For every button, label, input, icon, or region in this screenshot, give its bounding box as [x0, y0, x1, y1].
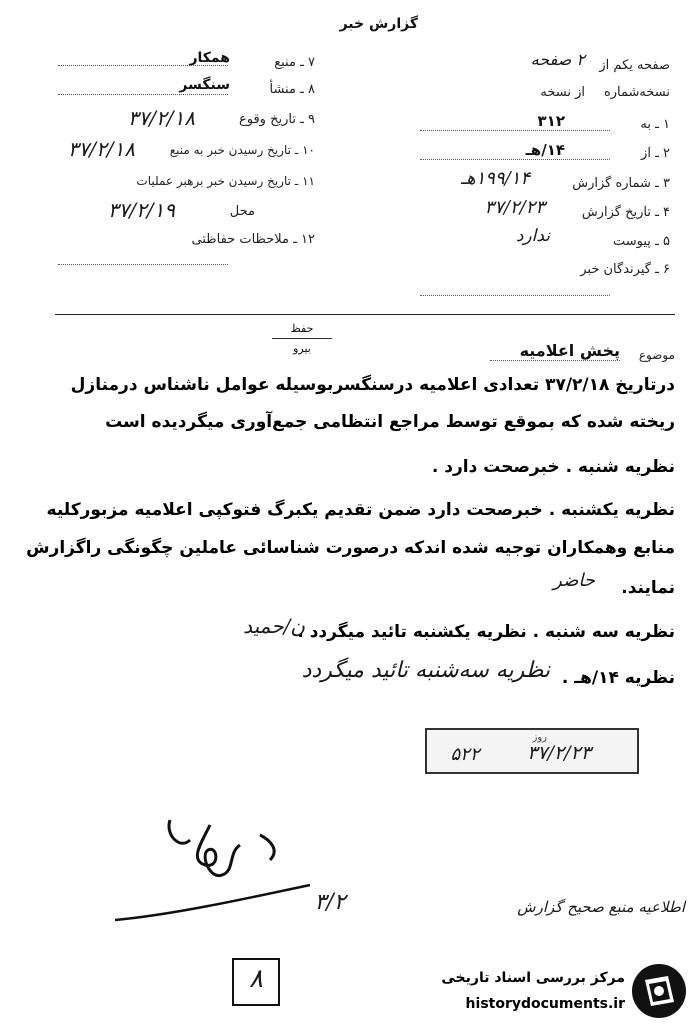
field-label: ۸ ـ منشأ — [269, 82, 315, 97]
body-line: ریخته شده که بموقع توسط مراجع انتظامی جمع‌آوری میگردیده است — [105, 412, 675, 432]
field-label: ۴ ـ تاریخ گزارش — [581, 205, 670, 220]
field-value: ۳۷/۲/۲۳ — [484, 197, 545, 218]
field-value: ۳۷/۲/۱۸ — [67, 137, 135, 161]
archive-number: ۸ — [249, 964, 263, 994]
subject-label: موضوع — [638, 348, 675, 362]
dotted-line — [420, 295, 610, 296]
archive-number-box — [232, 958, 280, 1006]
margin-note-top: حفظ — [290, 322, 314, 335]
field-value: ۳۱۲ — [537, 112, 565, 130]
field-value: ندارد — [515, 226, 550, 246]
stamp-label: روز — [532, 732, 547, 743]
registration-stamp — [425, 728, 639, 774]
field-value: ۳۷/۲/۱۸ — [127, 106, 195, 130]
dotted-line — [58, 264, 228, 265]
main-signature — [110, 805, 320, 935]
field-label: ۱۱ ـ تاریخ رسیدن خبر برهبر عملیات — [136, 174, 315, 188]
opinion-handwriting: نظریه سه‌شنبه تائید میگردد — [301, 658, 550, 683]
field-value: ۲ صفحه — [530, 50, 585, 69]
handwritten-annotation: حاضر — [553, 570, 595, 591]
field-label: ۱۰ ـ تاریخ رسیدن خبر به منبع — [169, 143, 315, 157]
margin-note-bottom: بیرو — [293, 342, 311, 355]
opinion-text: نظریه سه شنبه . نظریه یکشنبه تائید میگردد . — [297, 622, 675, 642]
signature-note: اطلاعیه منبع صحیح گزارش — [517, 898, 685, 916]
field-value: از نسخه — [540, 85, 585, 100]
field-value: سنگسر — [179, 77, 230, 93]
field-label: ۵ ـ پیوست — [613, 234, 670, 249]
dotted-line — [420, 130, 610, 131]
dotted-line — [420, 159, 610, 160]
stamp-number: ۵۲۲ — [450, 744, 480, 765]
field-label: ۲ ـ از — [641, 146, 670, 161]
field-label: صفحه یکم از — [599, 58, 670, 73]
field-value: همکار — [189, 50, 230, 66]
body-line: نظریه یکشنبه . خبرصحت دارد ضمن تقدیم یکبرگ فتوکپی اعلامیه مزبورکلیه — [46, 500, 675, 520]
body-line: نظریه شنبه . خبرصحت دارد . — [431, 457, 675, 477]
field-value: ۱۹۹/۱۴هـ — [460, 168, 530, 189]
dotted-line — [58, 94, 228, 95]
field-label: ۱ ـ به — [640, 117, 670, 132]
field-label: نسخه‌شماره — [603, 85, 670, 100]
field-value: ۳۷/۲/۱۹ — [107, 198, 175, 222]
signature-date: ۳/۲ — [314, 890, 346, 915]
field-label: ۱۲ ـ ملاحظات حفاظتی — [191, 232, 315, 247]
field-value: ۱۴/هـ — [525, 141, 565, 159]
header-separator — [55, 314, 675, 315]
dotted-line — [58, 65, 228, 66]
field-label: ۷ ـ منبع — [274, 55, 315, 70]
opinion-handwriting: ن/حمید — [243, 614, 305, 638]
margin-note-divider — [272, 338, 332, 339]
body-line: نمایند. — [621, 578, 675, 598]
field-label: ۹ ـ تاریخ وقوع — [238, 112, 315, 127]
field-label: محل — [229, 204, 255, 219]
watermark-url: historydocuments.ir — [465, 996, 625, 1012]
field-label: ۳ ـ شماره گزارش — [572, 176, 670, 191]
dotted-line — [490, 360, 620, 361]
subject-value: پخش اعلامیه — [519, 341, 620, 360]
body-line: منابع وهمکاران توجیه شده اندکه درصورت شناسائی عاملین چگونگی راگزارش — [26, 538, 675, 558]
opinion-text: نظریه ۱۴/هـ . — [561, 668, 675, 688]
stamp-date: ۳۷/۲/۲۳ — [527, 742, 591, 764]
body-line: درتاریخ ۳۷/۲/۱۸ تعدادی اعلامیه درسنگسربوسیله عوامل ناشناس درمنازل — [70, 375, 675, 395]
field-label: ۶ ـ گیرندگان خبر — [580, 262, 670, 277]
form-title: گزارش خبر — [339, 16, 418, 32]
archive-logo-icon — [630, 962, 688, 1020]
watermark-name: مرکز بررسی اسناد تاریخی — [441, 970, 625, 986]
